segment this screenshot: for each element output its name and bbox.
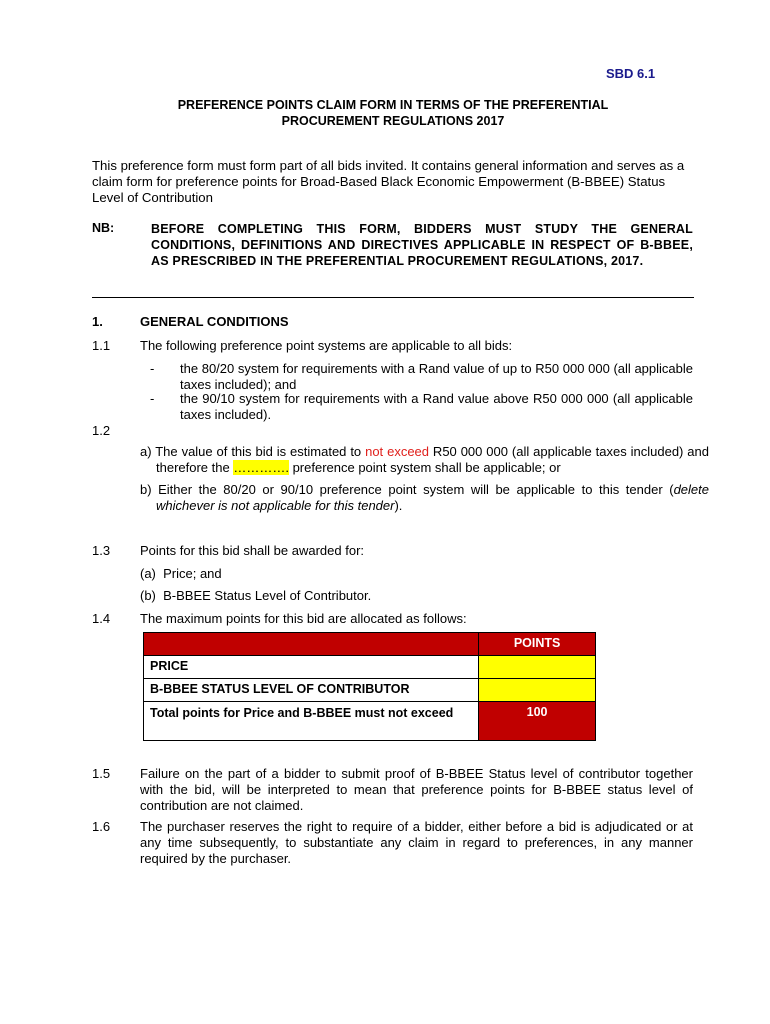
intro-paragraph: This preference form must form part of all bids invited. It contains general information and serves as a claim form for preference points for Broad-Based Black Economic Empowerment (B-BBEE) Status Level of Contribution <box>92 158 685 205</box>
clause-1-5-number: 1.5 <box>92 766 111 781</box>
row-label-price: PRICE <box>144 656 479 679</box>
form-reference: SBD 6.1 <box>606 66 656 81</box>
clause-1-2-b-italic: delete whichever is not applicable for this tender <box>156 482 709 513</box>
section-divider <box>92 297 694 298</box>
clause-1-5-text: Failure on the part of a bidder to submit proof of B-BBEE Status level of contributor together with the bid, will be interpreted to mean that preference points for B-BBEE status level of contribution are not claimed. <box>140 766 693 813</box>
clause-1-6-number: 1.6 <box>92 819 111 834</box>
clause-1-2-a-suffix: preference point system shall be applicable; or <box>288 460 561 475</box>
nb-label: NB: <box>92 221 115 235</box>
row-label-total: Total points for Price and B-BBEE must not exceed <box>144 702 479 741</box>
table-header-blank <box>144 633 479 656</box>
section1-number: 1. <box>92 314 103 329</box>
clause-1-1-text: The following preference point systems are applicable to all bids: <box>140 338 513 353</box>
clause-1-1-number: 1.1 <box>92 338 111 353</box>
clause-1-2-b-suffix: ). <box>394 498 403 513</box>
nb-notice: BEFORE COMPLETING THIS FORM, BIDDERS MUST STUDY THE GENERAL CONDITIONS, DEFINITIONS AND DIRECTIVES APPLICABLE IN RESPECT OF B-BBEE, AS PRESCRIBED IN THE PREFERENTIAL PROCUREMENT REGULATIONS, 2017. <box>151 222 693 268</box>
clause-1-3-a: (a) Price; and <box>140 566 222 581</box>
clause-1-2-a-mid: R50 000 000 (all applicable taxes included) and therefore the <box>156 444 709 475</box>
total-points-value: 100 <box>479 702 596 741</box>
clause-1-6-text: The purchaser reserves the right to require of a bidder, either before a bid is adjudicated or at any time subsequently, to substantiate any claim in regard to preferences, in any manner required by the purchaser. <box>140 819 693 866</box>
points-table <box>143 632 596 741</box>
not-exceed-text: not exceed <box>365 444 430 459</box>
form-title-line2: PROCUREMENT REGULATIONS 2017 <box>281 114 505 128</box>
row-label-bbbee: B-BBEE STATUS LEVEL OF CONTRIBUTOR <box>144 679 479 702</box>
clause-1-3-b: (b) B-BBEE Status Level of Contributor. <box>140 588 372 603</box>
price-points-cell[interactable] <box>479 656 596 679</box>
bullet-80-20: the 80/20 system for requirements with a Rand value of up to R50 000 000 (all applicable taxes included); and <box>180 361 693 392</box>
clause-1-2-b-prefix: b) Either the 80/20 or 90/10 preference point system will be applicable to this tender ( <box>140 482 674 497</box>
points-header: POINTS <box>479 633 596 656</box>
bbbee-points-cell[interactable] <box>479 679 596 702</box>
bullet-dash: - <box>150 391 155 406</box>
clause-1-2-a-prefix: a) The value of this bid is estimated to <box>140 444 366 459</box>
section1-heading: GENERAL CONDITIONS <box>140 314 289 329</box>
form-title <box>92 97 694 129</box>
clause-1-4-number: 1.4 <box>92 611 111 626</box>
table-row <box>144 679 596 702</box>
clause-1-2-b <box>140 482 709 514</box>
table-row <box>144 702 596 741</box>
table-row <box>144 656 596 679</box>
bullet-90-10: the 90/10 system for requirements with a Rand value above R50 000 000 (all applicable taxes included). <box>180 391 693 422</box>
table-header-row <box>144 633 596 656</box>
clause-1-3-text: Points for this bid shall be awarded for: <box>140 543 365 558</box>
clause-1-3-number: 1.3 <box>92 543 111 558</box>
form-title-line1: PREFERENCE POINTS CLAIM FORM IN TERMS OF THE PREFERENTIAL <box>177 98 609 112</box>
bullet-dash: - <box>150 361 155 376</box>
clause-1-2-a <box>140 444 709 476</box>
clause-1-4-text: The maximum points for this bid are allocated as follows: <box>140 611 467 626</box>
preference-system-blank[interactable]: …………. <box>233 460 289 475</box>
clause-1-2-number: 1.2 <box>92 423 111 438</box>
